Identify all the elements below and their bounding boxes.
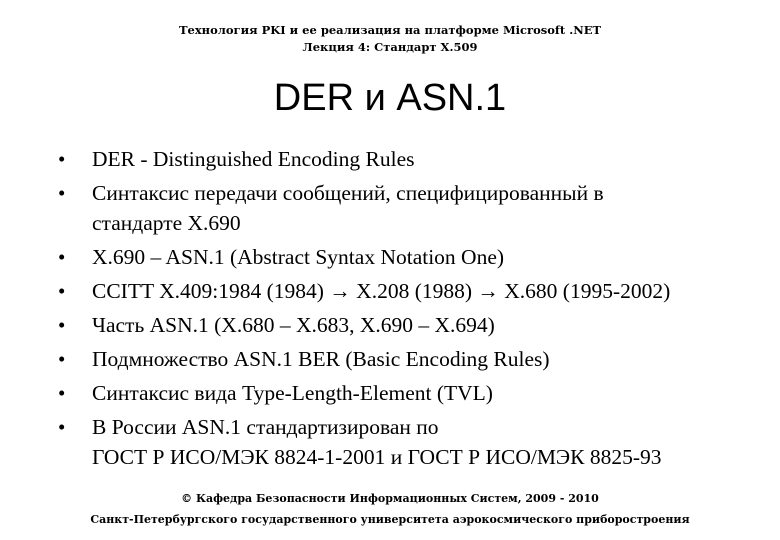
slide-header xyxy=(0,22,780,56)
course-title: Технология PKI и ее реализация на платформе Microsoft .NET xyxy=(178,23,602,37)
bullet-marker: • xyxy=(58,279,66,303)
bullet-marker: • xyxy=(58,313,66,337)
slide-title: DER и ASN.1 xyxy=(273,77,507,119)
bullet-marker: • xyxy=(58,147,66,171)
bullet-text: CCITT X.409:1984 (1984) → X.208 (1988) → X.680 (1995-2002) xyxy=(92,279,671,303)
bullet-text: DER - Distinguished Encoding Rules xyxy=(92,147,415,171)
bullet-item xyxy=(58,310,773,340)
bullet-item xyxy=(58,344,773,374)
bullet-marker: • xyxy=(58,245,66,269)
bullet-list xyxy=(58,144,773,476)
bullet-text: Синтаксис передачи сообщений, специфицированный в xyxy=(92,181,604,205)
bullet-marker: • xyxy=(58,347,66,371)
bullet-text: В России ASN.1 стандартизирован по xyxy=(92,415,439,439)
bullet-marker: • xyxy=(58,381,66,405)
bullet-item xyxy=(58,378,773,408)
bullet-item xyxy=(58,144,773,174)
bullet-item xyxy=(58,242,773,272)
bullet-text: X.690 – ASN.1 (Abstract Syntax Notation One) xyxy=(92,245,505,269)
bullet-text: ГОСТ Р ИСО/МЭК 8824-1-2001 и ГОСТ Р ИСО/МЭК 8825-93 xyxy=(92,445,662,469)
bullet-item xyxy=(58,276,773,306)
bullet-marker: • xyxy=(58,415,66,439)
university-line: Санкт-Петербургского государственного университета аэрокосмического приборостроения xyxy=(90,513,690,526)
bullet-text: стандарте X.690 xyxy=(92,211,241,235)
bullet-text: Подмножество ASN.1 BER (Basic Encoding Rules) xyxy=(92,347,550,371)
lecture-title: Лекция 4: Стандарт X.509 xyxy=(302,40,478,54)
bullet-text: Часть ASN.1 (X.680 – X.683, X.690 – X.694) xyxy=(92,313,495,337)
copyright-line: © Кафедра Безопасности Информационных Систем, 2009 - 2010 xyxy=(181,492,599,505)
bullet-text: Синтаксис вида Type-Length-Element (TVL) xyxy=(92,381,493,405)
bullet-marker: • xyxy=(58,181,66,205)
bullet-item xyxy=(58,178,773,238)
slide-footer xyxy=(0,488,780,530)
bullet-item xyxy=(58,412,773,472)
